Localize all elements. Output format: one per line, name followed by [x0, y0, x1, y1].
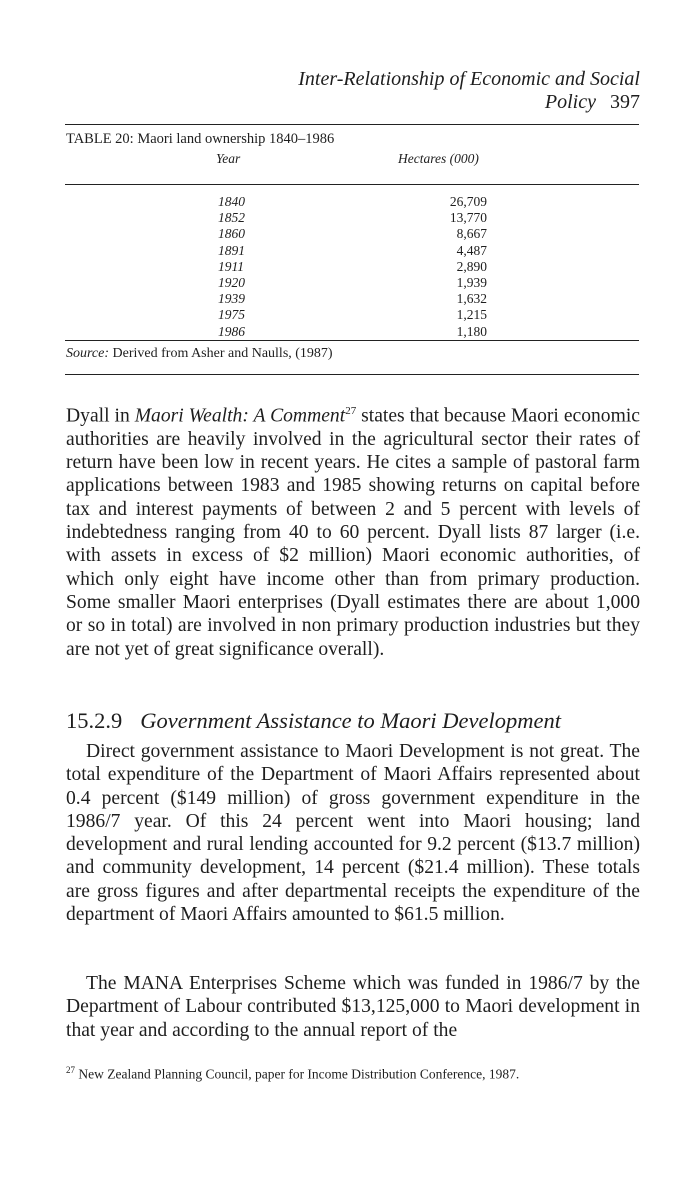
year-cell: 1860: [218, 226, 245, 242]
table-row: [66, 324, 640, 340]
hectares-cell: 8,667: [456, 226, 487, 242]
hectares-cell: 13,770: [449, 210, 487, 226]
table-row: [66, 275, 640, 291]
year-cell: 1920: [218, 274, 245, 290]
table-row: [66, 210, 640, 226]
table-caption: TABLE 20: Maori land ownership 1840–1986: [66, 131, 335, 147]
source-text: Derived from Asher and Naulls, (1987): [112, 346, 333, 361]
year-cell: 1852: [218, 210, 245, 226]
hectares-cell: 1,180: [456, 323, 487, 339]
section-heading: [66, 708, 561, 734]
hectares-cell: 1,632: [456, 291, 487, 307]
paragraph-government-assistance: Direct government assistance to Maori Development is not great. The total expenditure of the Department of Maori Affairs represented about 0.4 percent ($149 million) of gross government expenditure in the 1986/7 year. Of this 24 percent went into Maori housing; land development and rural lending accounted for 9.2 percent ($13.7 million) and community development, 14 percent ($21.4 million). These totals are gross figures and after departmental receipts the expenditure of the department of Maori Affairs amounted to $61.5 million.: [66, 741, 640, 926]
table-row: [66, 243, 640, 259]
para1-lead: Dyall in: [66, 405, 135, 427]
table-bottom-rule: [65, 374, 639, 375]
table-source: [66, 346, 333, 362]
table-row: [66, 259, 640, 275]
source-label: Source:: [66, 346, 110, 361]
column-header-year: Year: [216, 151, 241, 166]
paragraph-mana-scheme: The MANA Enterprises Scheme which was funded in 1986/7 by the Department of Labour contributed $13,125,000 to Maori development in that year and according to the annual report of the: [66, 973, 640, 1041]
hectares-cell: 26,709: [449, 194, 487, 209]
paragraph-dyall: [66, 400, 640, 661]
hectares-cell: 4,487: [456, 242, 487, 258]
year-cell: 1840: [218, 194, 245, 209]
hectares-cell: 1,939: [456, 274, 487, 290]
work-title: Maori Wealth: A Comment: [134, 405, 346, 427]
running-head: [200, 68, 640, 114]
hectares-cell: 2,890: [456, 258, 487, 274]
footnote-reference: 27: [345, 405, 357, 417]
table-row: [66, 194, 640, 210]
year-cell: 1939: [218, 291, 245, 307]
section-title: Government Assistance to Maori Development: [140, 708, 561, 733]
year-cell: 1986: [218, 323, 245, 339]
running-head-title: Inter-Relationship of Economic and Social Policy: [298, 68, 640, 113]
year-cell: 1911: [218, 258, 244, 274]
table-header-rule: [65, 184, 639, 185]
footnote-text: New Zealand Planning Council, paper for Income Distribution Conference, 1987.: [78, 1066, 520, 1082]
section-number: 15.2.9: [66, 708, 123, 733]
footnote: [66, 1065, 519, 1083]
column-header-hectares: Hectares (000): [398, 151, 479, 166]
footnote-number: 27: [66, 1065, 75, 1075]
table-row: [66, 226, 640, 242]
table-row: [66, 291, 640, 307]
table-row: [66, 307, 640, 323]
table-body-rule: [65, 340, 639, 341]
table-body: [66, 194, 640, 340]
year-cell: 1975: [218, 307, 245, 323]
page-number: 397: [610, 91, 640, 113]
table-top-rule: [65, 124, 639, 125]
year-cell: 1891: [218, 242, 245, 258]
hectares-cell: 1,215: [456, 307, 487, 323]
para1-text: states that because Maori economic authorities are heavily involved in the agricultural sector their rates of return have been low in recent years. He cites a sample of pastoral farm applications between 1983 and 1985 showing returns on capital before tax and interest payments of between 2 and 5 percent with levels of indebtedness ranging from 40 to 60 percent. Dyall lists 87 larger (i.e. with assets in excess of $2 million) Maori economic authorities, of which only eight have income other than from primary production. Some smaller Maori enterprises (Dyall estimates there are about 1,000 or so in total) are involved in non primary production industries but they are not yet of great significance overall).: [66, 405, 640, 660]
